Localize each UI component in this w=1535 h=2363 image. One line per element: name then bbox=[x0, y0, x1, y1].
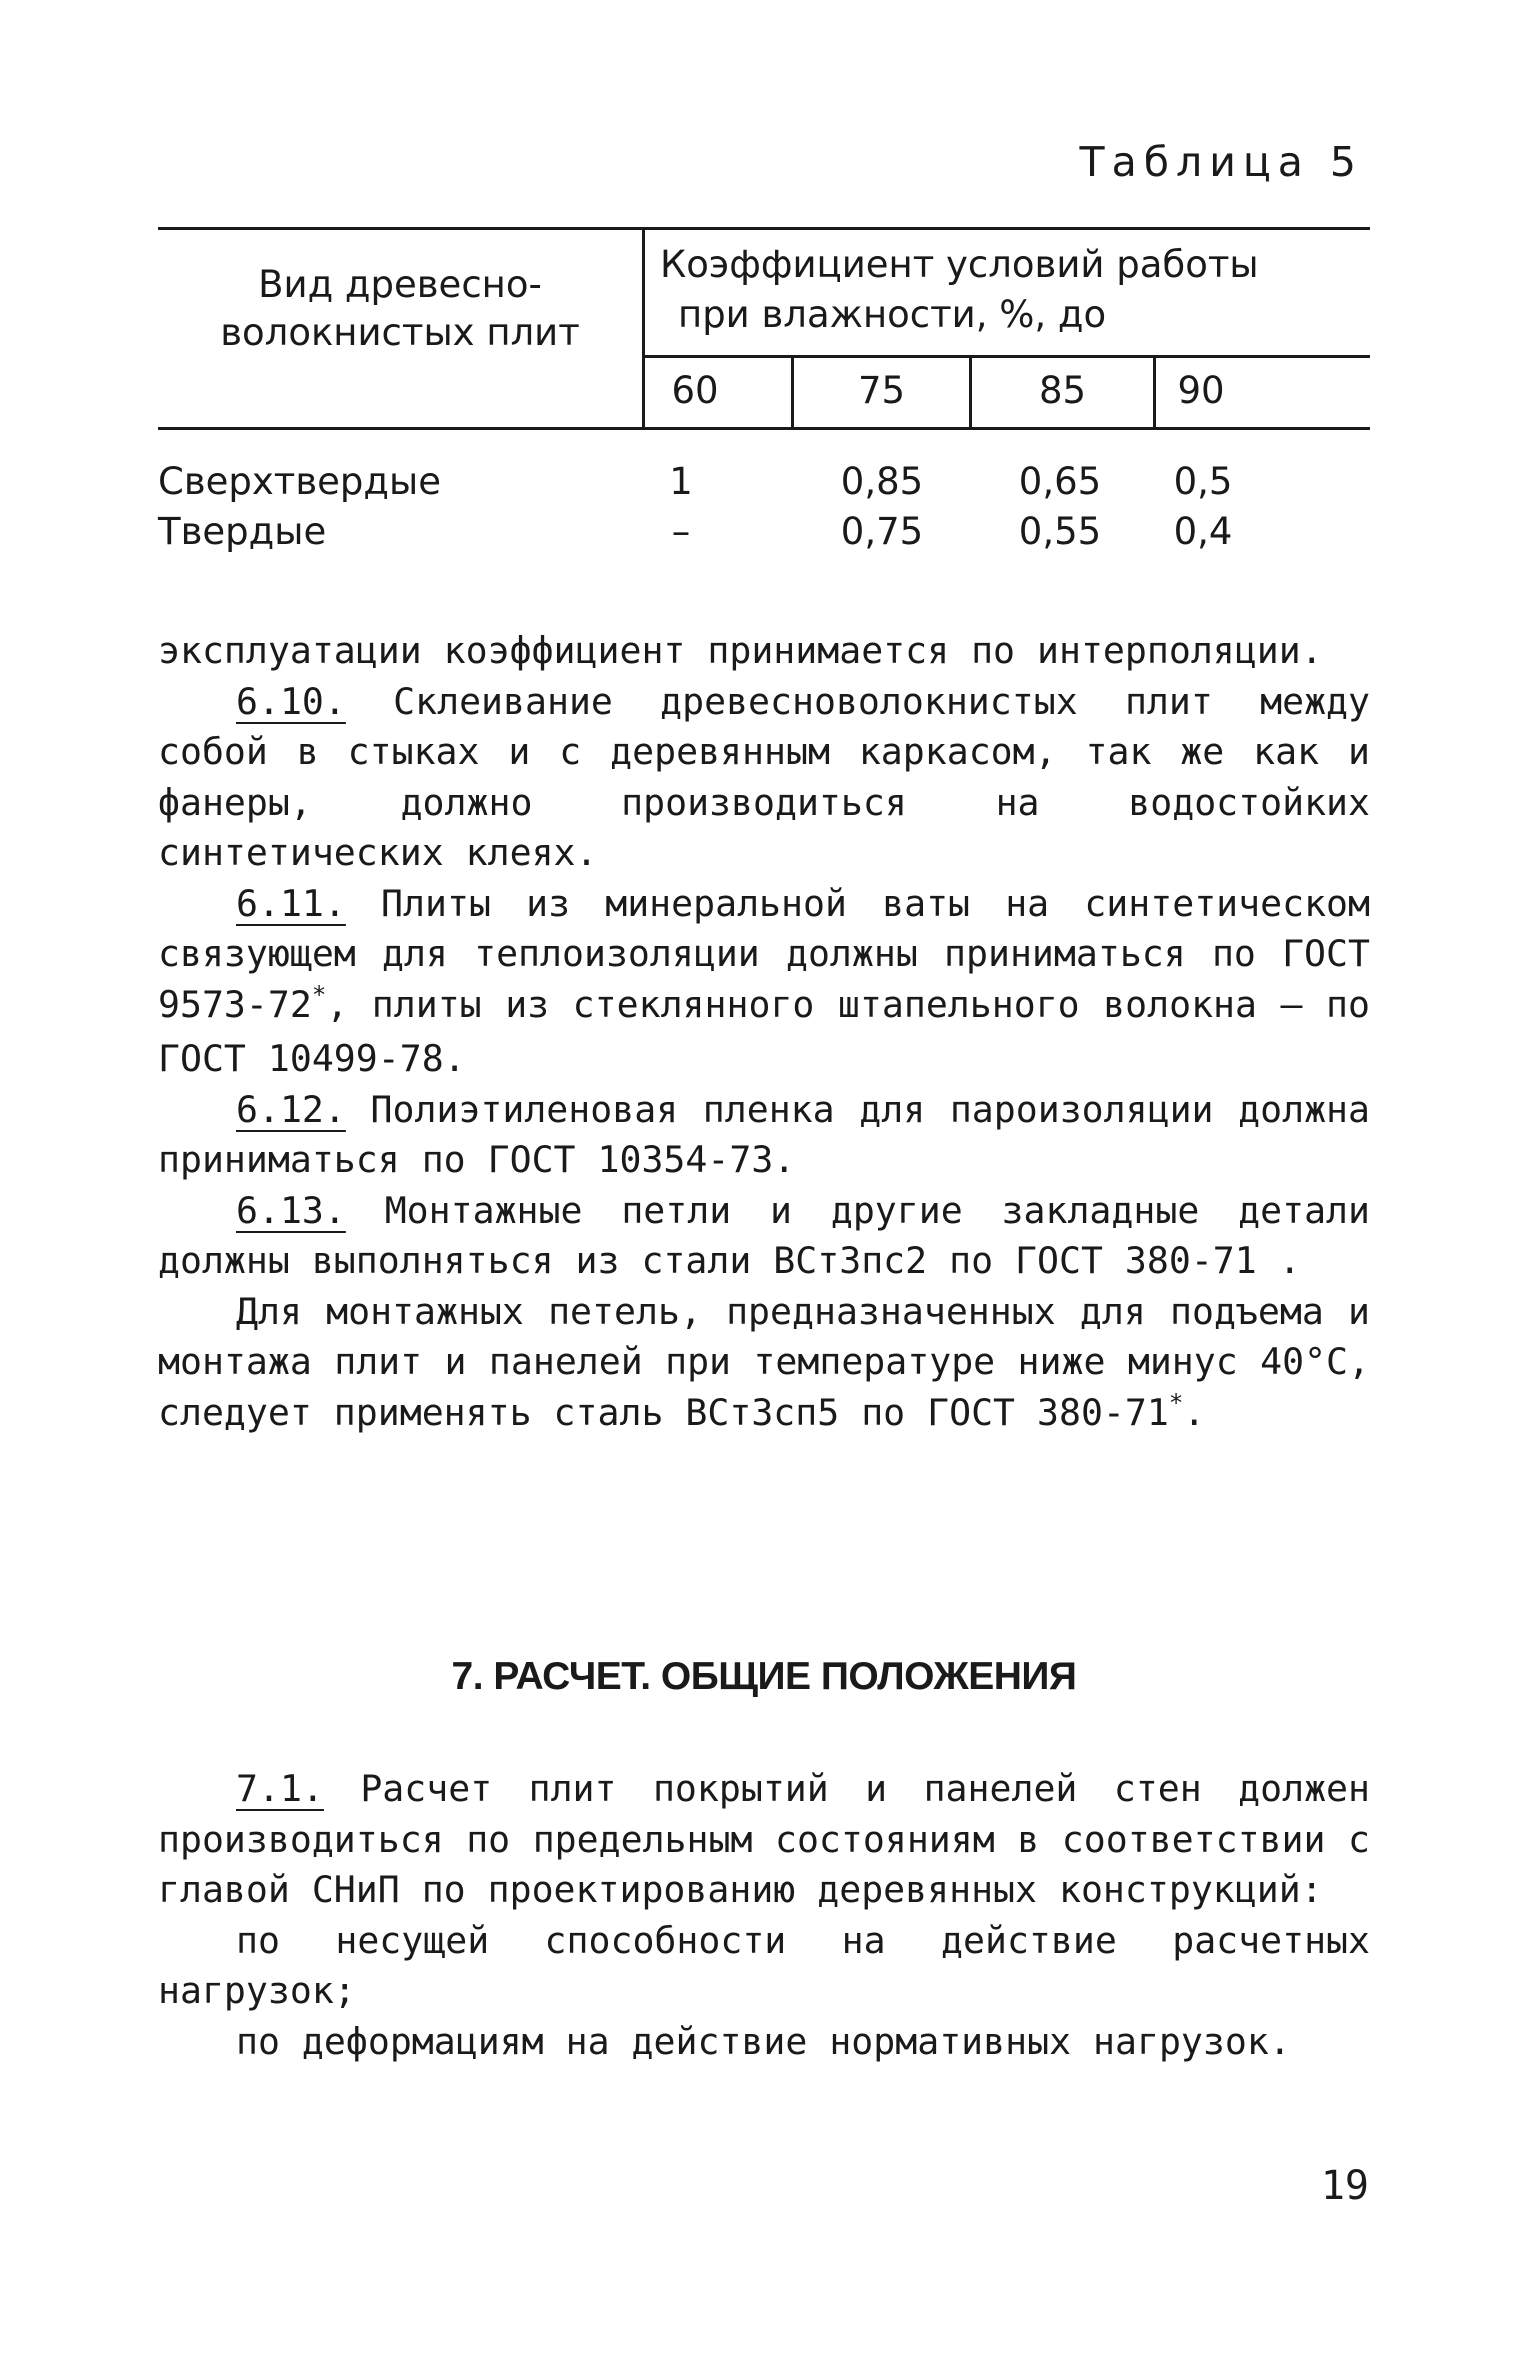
table-row-label: Твердые bbox=[158, 510, 327, 553]
paragraph-6-10 bbox=[158, 677, 1370, 879]
header-coefficient-line1: Коэффициент условий работы bbox=[660, 243, 1259, 286]
header-plate-type-line2: волокнистых плит bbox=[220, 311, 580, 354]
clause-number: 7.1. bbox=[236, 1767, 324, 1810]
humidity-60: 60 bbox=[671, 369, 719, 412]
table-cell: 0,5 bbox=[1173, 460, 1233, 503]
page-number: 19 bbox=[1320, 2163, 1369, 2209]
paragraph-text: , плиты из стеклянного штапельного волокна – по ГОСТ 10499-78. bbox=[158, 982, 1370, 1080]
table-cell: 0,75 bbox=[840, 510, 924, 553]
humidity-90: 90 bbox=[1177, 369, 1225, 412]
paragraph-text: Плиты из минеральной ваты на синтетическом связующем для теплоизоляции должны приниматься по ГОСТ 9573-72 bbox=[158, 881, 1370, 1026]
table-cell: 1 bbox=[669, 460, 693, 503]
table-row-label: Сверхтвердые bbox=[158, 460, 441, 503]
paragraph-mounting-loops bbox=[158, 1287, 1370, 1443]
clause-number: 6.13. bbox=[236, 1188, 346, 1232]
paragraph-text: Монтажные петли и другие закладные детали должны выполняться из стали ВСт3пс2 по ГОСТ 380-71 . bbox=[158, 1188, 1370, 1282]
paragraph-text: Склеивание древесноволокнистых плит между собой в стыках и с деревянным каркасом, так же как и фанеры, должно производиться на водостойких синтетических клеях. bbox=[158, 679, 1370, 874]
table-subheader-rule bbox=[642, 355, 1370, 358]
paragraph-text: Полиэтиленовая пленка для пароизоляции должна приниматься по ГОСТ 10354-73. bbox=[158, 1087, 1370, 1181]
table-cell: 0,55 bbox=[1018, 510, 1102, 553]
table-header-bottom-rule bbox=[158, 427, 1370, 430]
body-text-section-6 bbox=[158, 626, 1370, 1442]
paragraph-end: . bbox=[1183, 1390, 1206, 1434]
paragraph-6-13 bbox=[158, 1186, 1370, 1287]
body-text-section-7 bbox=[158, 1764, 1370, 2067]
table-cell: 0,4 bbox=[1173, 510, 1233, 553]
humidity-85: 85 bbox=[1038, 369, 1087, 412]
clause-number: 6.12. bbox=[236, 1087, 346, 1131]
paragraph-continuation: эксплуатации коэффициент принимается по интерполяции. bbox=[158, 629, 1323, 672]
table-cell: – bbox=[671, 510, 691, 553]
paragraph-7-1 bbox=[158, 1764, 1370, 1916]
footnote-mark: * bbox=[1168, 1388, 1184, 1417]
paragraph-text: Расчет плит покрытий и панелей стен должен производиться по предельным состояниям в соответствии с главой СНиП по проектированию деревянных конструкций: bbox=[158, 1767, 1370, 1911]
paragraph-6-11 bbox=[158, 879, 1370, 1085]
table-cell: 0,65 bbox=[1018, 460, 1102, 503]
section-heading: 7. РАСЧЕТ. ОБЩИЕ ПОЛОЖЕНИЯ bbox=[451, 1655, 1077, 1698]
header-coefficient-line2: при влажности, %, до bbox=[678, 293, 1107, 336]
table-caption: Таблица 5 bbox=[1079, 138, 1363, 186]
header-plate-type-line1: Вид древесно- bbox=[258, 263, 542, 306]
paragraph-6-12 bbox=[158, 1085, 1370, 1186]
clause-number: 6.11. bbox=[236, 881, 346, 925]
clause-number: 6.10. bbox=[236, 679, 346, 723]
coefficient-table bbox=[158, 227, 1370, 587]
humidity-75: 75 bbox=[857, 369, 906, 412]
paragraph-bearing-capacity: по несущей способности на действие расчетных нагрузок; bbox=[158, 1918, 1370, 2012]
table-top-rule bbox=[158, 227, 1370, 230]
footnote-mark: * bbox=[311, 980, 327, 1009]
paragraph-text: Для монтажных петель, предназначенных для подъема и монтажа плит и панелей при температуре ниже минус 40°С, следует применять сталь ВСт3сп5 по ГОСТ 380-71 bbox=[158, 1289, 1370, 1434]
table-cell: 0,85 bbox=[840, 460, 924, 503]
paragraph-deformations: по деформациям на действие нормативных нагрузок. bbox=[236, 2019, 1291, 2063]
